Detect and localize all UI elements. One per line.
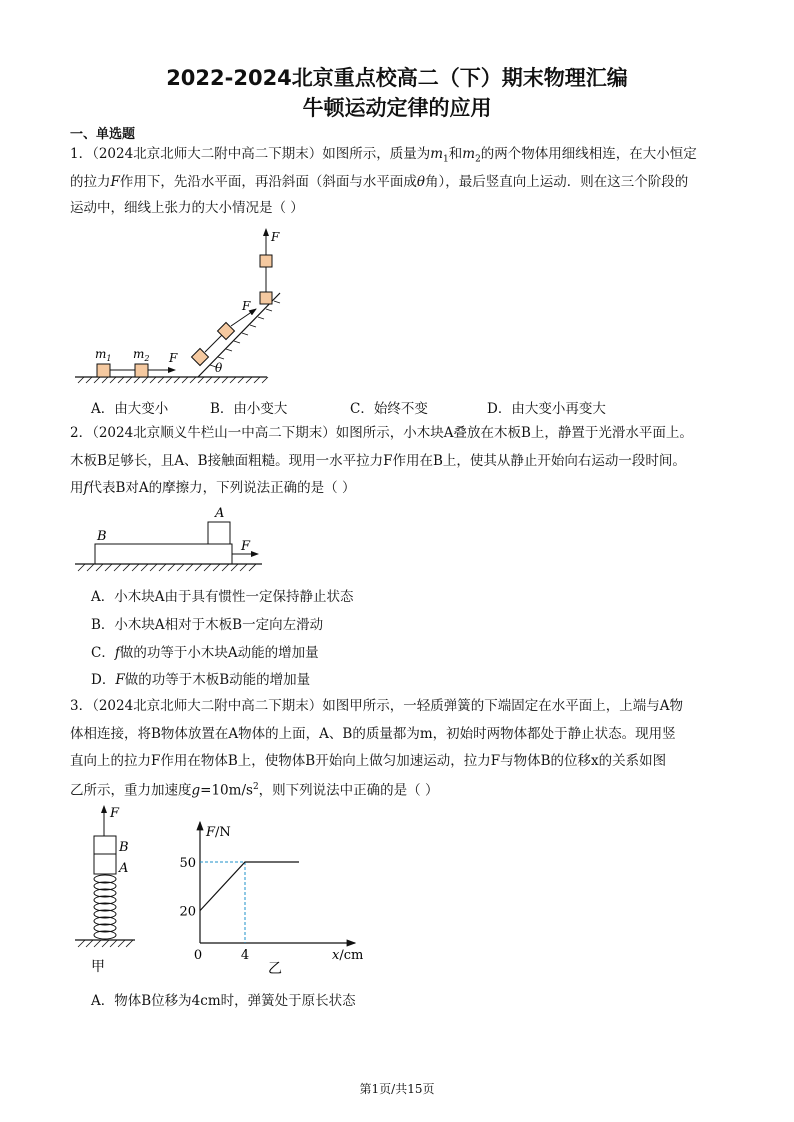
label-F-incline: F xyxy=(242,299,251,313)
label-m2: $m_2$ xyxy=(133,347,150,363)
page-title: 2022-2024北京重点校高二（下）期末物理汇编 xyxy=(166,66,628,90)
label-F-jia: F xyxy=(110,806,120,821)
tick-label-x-0: 0 xyxy=(193,948,203,963)
q3-figure-jia xyxy=(70,800,160,980)
q2-option-b[interactable]: B．小木块A相对于木板B一定向左滑动 xyxy=(91,617,324,633)
page-subtitle: 牛顿运动定律的应用 xyxy=(302,96,492,120)
q1-line1: 1．（2024北京北师大二附中高二下期末）如图所示，质量为$m_1$和$m_2$的两个物体用细线相连，在大小恒定 xyxy=(70,146,697,165)
label-A-jia: A xyxy=(119,861,129,876)
q2-option-a[interactable]: A．小木块A由于具有惯性一定保持静止状态 xyxy=(91,589,354,605)
q1-option-a[interactable]: A．由大变小 xyxy=(91,401,169,417)
tick-label-y-50: 50 xyxy=(179,856,196,871)
q1-line2: 的拉力F作用下，先沿水平面，再沿斜面（斜面与水平面成θ角），最后竖直向上运动．则在这三个阶段的 xyxy=(70,174,689,190)
ground-hatch xyxy=(78,377,268,383)
board-B xyxy=(95,544,232,564)
string-incline xyxy=(205,335,222,352)
tick-label-y-20: 20 xyxy=(179,904,196,920)
ground-hatch-jia xyxy=(78,940,133,947)
label-F-horizontal: F xyxy=(169,351,178,365)
label-F-vertical: F xyxy=(271,230,280,244)
caption-jia: 甲 xyxy=(91,959,105,975)
block-m2 xyxy=(135,364,148,377)
q2-line2: 木板B足够长，且A、B接触面粗糙。现用一水平拉力F作用在B上，使其从静止开始向右运动一段时间。 xyxy=(70,453,686,469)
section-heading: 一、单选题 xyxy=(70,127,136,142)
block-m1 xyxy=(97,364,110,377)
block-vertical-upper xyxy=(260,255,272,267)
label-B: B xyxy=(97,529,107,544)
block-A-jia xyxy=(94,854,116,874)
block-A xyxy=(208,522,230,544)
block-vertical-lower xyxy=(260,292,272,304)
label-F: F xyxy=(241,539,251,554)
q3-line1: 3．（2024北京北师大二附中高二下期末）如图甲所示，一轻质弹簧的下端固定在水平面上，上端与A物 xyxy=(70,698,683,714)
q3-line4: 乙所示，重力加速度$g=10m/s^2$，则下列说法中正确的是（ ） xyxy=(70,782,439,799)
spring xyxy=(94,875,116,939)
q2-option-c[interactable]: C．f做的功等于小木块A动能的增加量 xyxy=(91,645,319,661)
page-footer: 第1页/共15页 xyxy=(359,1082,435,1096)
ground-hatch-q2 xyxy=(78,564,256,571)
block-B-jia xyxy=(94,836,116,854)
y-axis-label: F/N xyxy=(206,825,231,840)
q1-line3: 运动中，细线上张力的大小情况是（ ） xyxy=(70,200,304,216)
q3-line2: 体相连接，将B物体放置在A物体的上面，A、B的质量都为m，初始时两物体都处于静止状态。现用竖 xyxy=(70,726,676,742)
tick-label-x-4: 4 xyxy=(240,948,250,963)
q3-figure-yi-chart xyxy=(180,810,380,980)
label-theta: θ xyxy=(215,361,223,375)
q2-option-d[interactable]: D．F做的功等于木板B动能的增加量 xyxy=(91,672,311,688)
q1-option-b[interactable]: B．由小变大 xyxy=(210,401,288,417)
q2-figure xyxy=(70,500,270,580)
q1-option-d[interactable]: D．由大变小再变大 xyxy=(487,401,606,417)
q3-option-a[interactable]: A．物体B位移为4cm时，弹簧处于原长状态 xyxy=(91,993,356,1009)
label-m1: $m_1$ xyxy=(95,347,112,363)
q1-option-c[interactable]: C．始终不变 xyxy=(350,401,428,417)
q2-line3: 用f代表B对A的摩擦力，下列说法正确的是（ ） xyxy=(70,480,356,496)
series-line-F-x xyxy=(200,862,299,911)
caption-yi: 乙 xyxy=(268,961,282,977)
x-axis-label: x/cm xyxy=(332,948,364,963)
q2-line1: 2．（2024北京顺义牛栏山一中高二下期末）如图所示，小木块A叠放在木板B上，静置于光滑水平面上。 xyxy=(70,425,693,441)
incline xyxy=(198,293,280,377)
q1-figure xyxy=(70,225,280,385)
label-B-jia: B xyxy=(119,840,129,855)
q3-line3: 直向上的拉力F作用在物体B上，使物体B开始向上做匀加速运动，拉力F与物体B的位移x的关系如图 xyxy=(70,753,667,769)
label-A: A xyxy=(215,506,225,521)
